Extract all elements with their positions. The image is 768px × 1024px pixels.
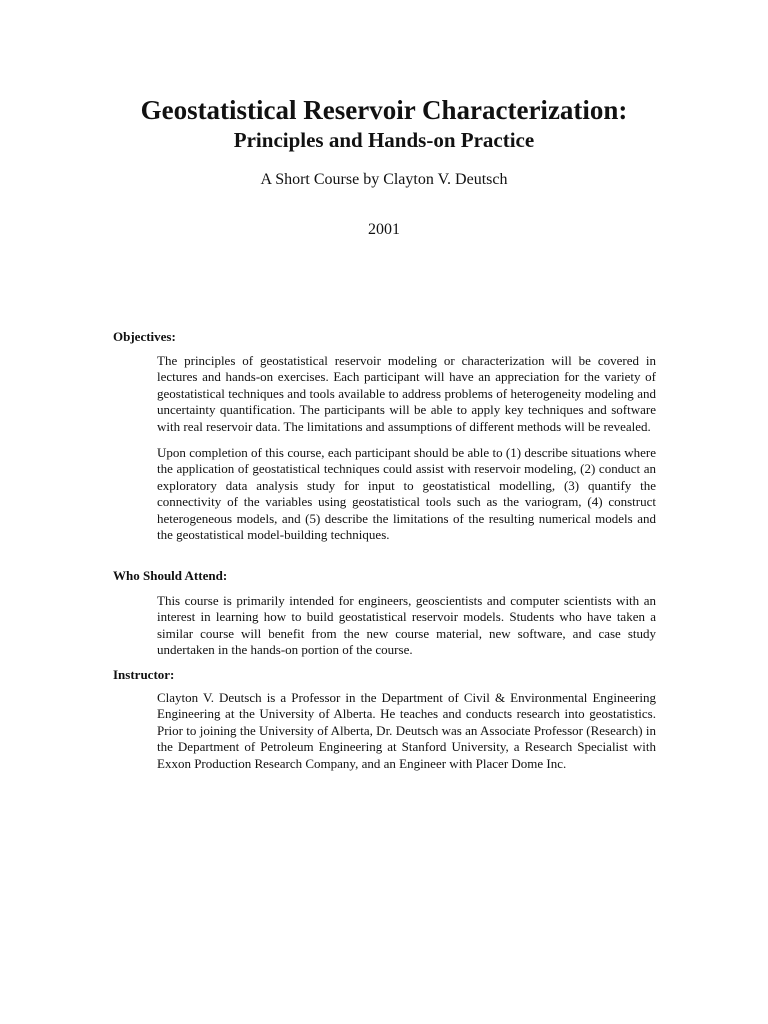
document-title: Geostatistical Reservoir Characterization:: [140, 95, 628, 125]
who-should-attend-paragraph: This course is primarily intended for engineers, geoscientists and computer scientists with an interest in learning how to build geostatistical reservoir models. Students who have taken a similar course will benefit from the new course material, new software, and case study undertaken in the hands-on portion of the course.: [157, 593, 656, 658]
objectives-heading: Objectives:: [113, 329, 176, 344]
instructor-section: [113, 667, 656, 772]
objectives-paragraph-1: The principles of geostatistical reservoir modeling or characterization will be covered in lectures and hands-on exercises. Each participant will have an appreciation for the variety of geostatistical techniques and tools available to address problems of heterogeneity modeling and uncertainty quantification. The participants will be able to apply key techniques and software with real reservoir data. The limitations and assumptions of different methods will be revealed.: [157, 353, 656, 434]
objectives-paragraph-2: Upon completion of this course, each participant should be able to (1) describe situations where the application of geostatistical techniques could assist with reservoir modeling, (2) conduct an exploratory data analysis study for input to geostatistical modelling, (3) quantify the connectivity of the variables using geostatistical tools such as the variogram, (4) construct heterogeneous models, and (5) describe the limitations of the resulting numerical models and the geostatistical model-building techniques.: [157, 445, 656, 543]
course-year: 2001: [368, 221, 400, 238]
course-byline: A Short Course by Clayton V. Deutsch: [260, 171, 508, 188]
instructor-heading: Instructor:: [113, 667, 175, 682]
instructor-paragraph: Clayton V. Deutsch is a Professor in the Department of Civil & Environmental Engineering Engineering at the University of Alberta. He teaches and conducts research into geostatistics. Prior to joining the University of Alberta, Dr. Deutsch was an Associate Professor (Research) in the Department of Petroleum Engineering at Stanford University, a Research Specialist with Exxon Production Research Company, and an Engineer with Placer Dome Inc.: [157, 690, 656, 771]
who-should-attend-heading: Who Should Attend:: [113, 568, 228, 583]
who-should-attend-section: [113, 568, 656, 659]
document-subtitle: Principles and Hands-on Practice: [233, 128, 535, 152]
objectives-section: [113, 329, 656, 543]
